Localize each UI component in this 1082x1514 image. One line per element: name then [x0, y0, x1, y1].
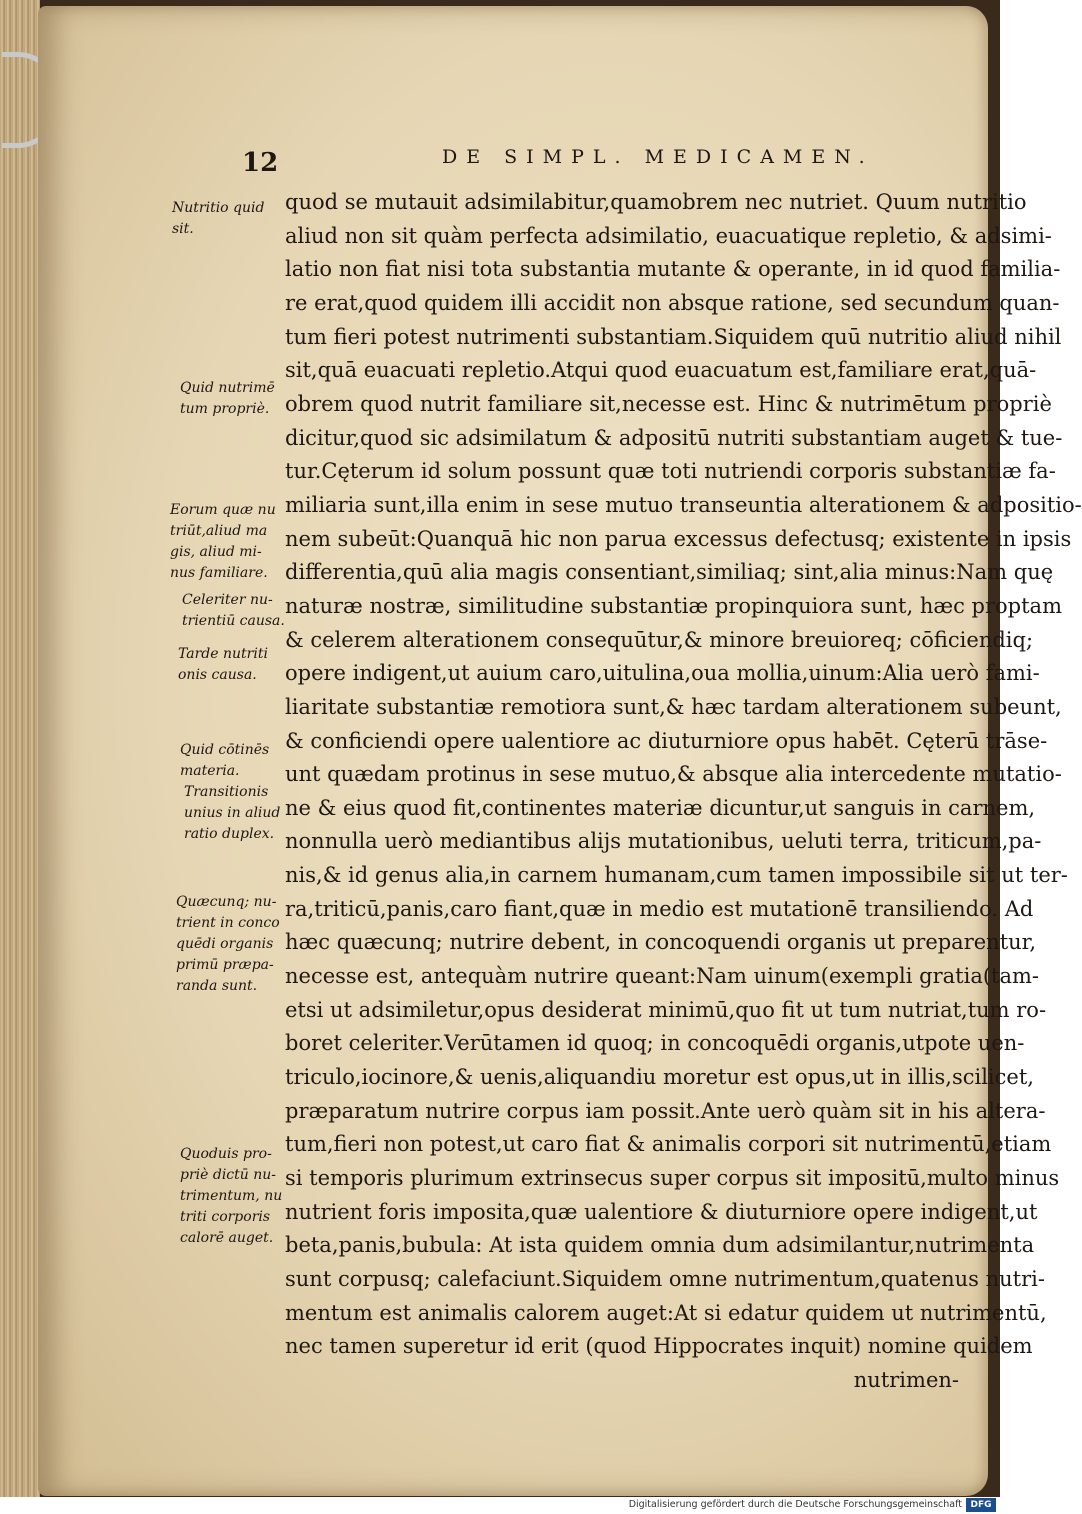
margin-note-line: ratio duplex. — [184, 826, 275, 842]
margin-note-line: Transitionis — [184, 784, 269, 800]
text-line: nutrient foris imposita,quæ ualentiore & diuturniore opere indigent,ut — [285, 1199, 1038, 1224]
margin-note-line: priè dictū nu- — [180, 1167, 277, 1183]
margin-note-line: sit. — [172, 221, 194, 237]
margin-note — [180, 740, 269, 782]
text-line: & conficiendi opere ualentiore ac diuturniore opus habēt. Cęterū trāse- — [285, 728, 1048, 753]
margin-note-line: unius in aliud — [184, 805, 281, 821]
margin-note — [180, 1144, 282, 1249]
body-text — [285, 186, 1082, 1398]
margin-note — [180, 378, 275, 420]
margin-note-line: trient in conco — [176, 915, 280, 931]
dfg-logo-icon: DFG — [966, 1498, 996, 1512]
funding-credit: Digitalisierung gefördert durch die Deutsche Forschungsgemeinschaft — [628, 1499, 962, 1510]
page-number: 12 — [242, 148, 279, 178]
footer-bar — [0, 1497, 1000, 1514]
text-line: ra,triticū,panis,caro fiant,quæ in medio est mutationē transiliendo. Ad — [285, 896, 1034, 921]
text-line: aliud non sit quàm perfecta adsimilatio, euacuatique repletio, & adsimi- — [285, 223, 1052, 248]
running-head: DE SIMPL. MEDICAMEN. — [442, 146, 874, 168]
catchword: nutrimen- — [853, 1367, 959, 1392]
margin-note-line: trientiū causa. — [182, 613, 285, 629]
text-line: differentia,quū alia magis consentiant,similiaq; sint,alia minus:Nam quę — [285, 560, 1054, 585]
margin-note-line: randa sunt. — [176, 978, 258, 994]
margin-note-line: Quæcunq; nu- — [176, 894, 277, 910]
margin-note-line: Nutritio quid — [172, 200, 265, 216]
text-line: etsi ut adsimiletur,opus desiderat minimū,quo fit ut tum nutriat,tum ro- — [285, 997, 1047, 1022]
text-line: miliaria sunt,illa enim in sese mutuo transeuntia alterationem & adpositio- — [285, 492, 1082, 517]
margin-note-line: materia. — [180, 763, 240, 779]
text-line: tum,fieri non potest,ut caro fiat & animalis corpori sit nutrimentū,etiam — [285, 1132, 1052, 1157]
margin-note-line: Tarde nutriti — [178, 646, 268, 662]
text-line: nis,& id genus alia,in carnem humanam,cum tamen impossibile sit ut ter- — [285, 863, 1068, 888]
text-line: præparatum nutrire corpus iam possit.Ante uerò quàm sit in his altera- — [285, 1098, 1046, 1123]
text-line: hæc quæcunq; nutrire debent, in concoquendi organis ut preparentur, — [285, 930, 1037, 955]
margin-note — [172, 198, 264, 240]
text-line: naturæ nostræ, similitudine substantiæ propinquiora sunt, hæc proptam — [285, 593, 1062, 618]
margin-note-line: Quoduis pro- — [180, 1146, 272, 1162]
margin-note-line: quēdi organis — [176, 936, 274, 952]
margin-note-line: tum propriè. — [180, 401, 270, 417]
book-edge — [0, 0, 40, 1497]
text-line: sit,quā euacuati repletio.Atqui quod euacuatum est,familiare erat,quā- — [285, 358, 1037, 383]
margin-note — [184, 782, 280, 845]
margin-note-line: nus familiare. — [170, 565, 268, 581]
text-line: re erat,quod quidem illi accidit non absque ratione, sed secundum quan- — [285, 290, 1060, 315]
text-line: tur.Cęterum id solum possunt quæ toti nutriendi corporis substantiæ fa- — [285, 459, 1056, 484]
margin-note-line: gis, aliud mi- — [170, 544, 262, 560]
text-line: mentum est animalis calorem auget:At si edatur quidem ut nutrimentū, — [285, 1300, 1047, 1325]
text-line: dicitur,quod sic adsimilatum & adpositū nutriti substantiam auget & tue- — [285, 425, 1063, 450]
text-line: beta,panis,bubula: At ista quidem omnia dum adsimilantur,nutrimenta — [285, 1233, 1035, 1258]
margin-note-line: Quid cōtinēs — [180, 742, 270, 758]
margin-note-line: primū præpa- — [176, 957, 274, 973]
margin-note-line: onis causa. — [178, 667, 257, 683]
text-line: nec tamen superetur id erit (quod Hippocrates inquit) nomine quidem — [285, 1334, 1033, 1359]
margin-note — [176, 892, 280, 997]
text-line: latio non fiat nisi tota substantia mutante & operante, in id quod familia- — [285, 257, 1061, 282]
text-line: tum fieri potest nutrimenti substantiam.Siquidem quū nutritio aliud nihil — [285, 324, 1062, 349]
text-line: triculo,iocinore,& uenis,aliquandiu moretur est opus,ut in illis,scilicet, — [285, 1065, 1034, 1090]
margin-note — [178, 644, 268, 686]
text-line: boret celeriter.Verūtamen id quoq; in concoquēdi organis,utpote uen- — [285, 1031, 1025, 1056]
margin-note-line: triūt,aliud ma — [170, 523, 268, 539]
margin-note — [182, 590, 285, 632]
margin-note-line: triti corporis — [180, 1209, 271, 1225]
text-line: unt quædam protinus in sese mutuo,& absque alia intercedente mutatio- — [285, 762, 1062, 787]
text-line: sunt corpusq; calefaciunt.Siquidem omne nutrimentum,quatenus nutri- — [285, 1267, 1045, 1291]
text-line: necesse est, antequàm nutrire queant:Nam uinum(exempli gratia(tam- — [285, 964, 1040, 989]
margin-note-line: calorē auget. — [180, 1230, 274, 1246]
margin-note-line: Quid nutrimē — [180, 380, 275, 396]
margin-note — [170, 500, 276, 584]
text-line: liaritate substantiæ remotiora sunt,& hæc tardam alterationem subeunt, — [285, 694, 1062, 719]
margin-note-line: trimentum, nu — [180, 1188, 283, 1204]
text-line: obrem quod nutrit familiare sit,necesse est. Hinc & nutrimētum propriè — [285, 391, 1052, 416]
text-line: quod se mutauit adsimilabitur,quamobrem nec nutriet. Quum nutritio — [285, 190, 1027, 214]
text-line: ne & eius quod fit,continentes materiæ dicuntur,ut sanguis in carnem, — [285, 795, 1036, 820]
margin-note-line: Eorum quæ nu — [170, 502, 276, 518]
text-line: nonnulla uerò mediantibus alijs mutationibus, ueluti terra, triticum,pa- — [285, 829, 1042, 854]
text-line: & celerem alterationem consequūtur,& minore breuioreq; cōficiendiq; — [285, 627, 1034, 652]
margin-note-line: Celeriter nu- — [182, 592, 273, 608]
text-line: nem subeūt:Quanquā hic non parua excessus defectusq; existente in ipsis — [285, 526, 1072, 551]
text-line: si temporis plurimum extrinsecus super corpus sit impositū,multo minus — [285, 1166, 1060, 1191]
text-line: opere indigent,ut auium caro,uitulina,oua mollia,uinum:Alia uerò fami- — [285, 661, 1040, 686]
